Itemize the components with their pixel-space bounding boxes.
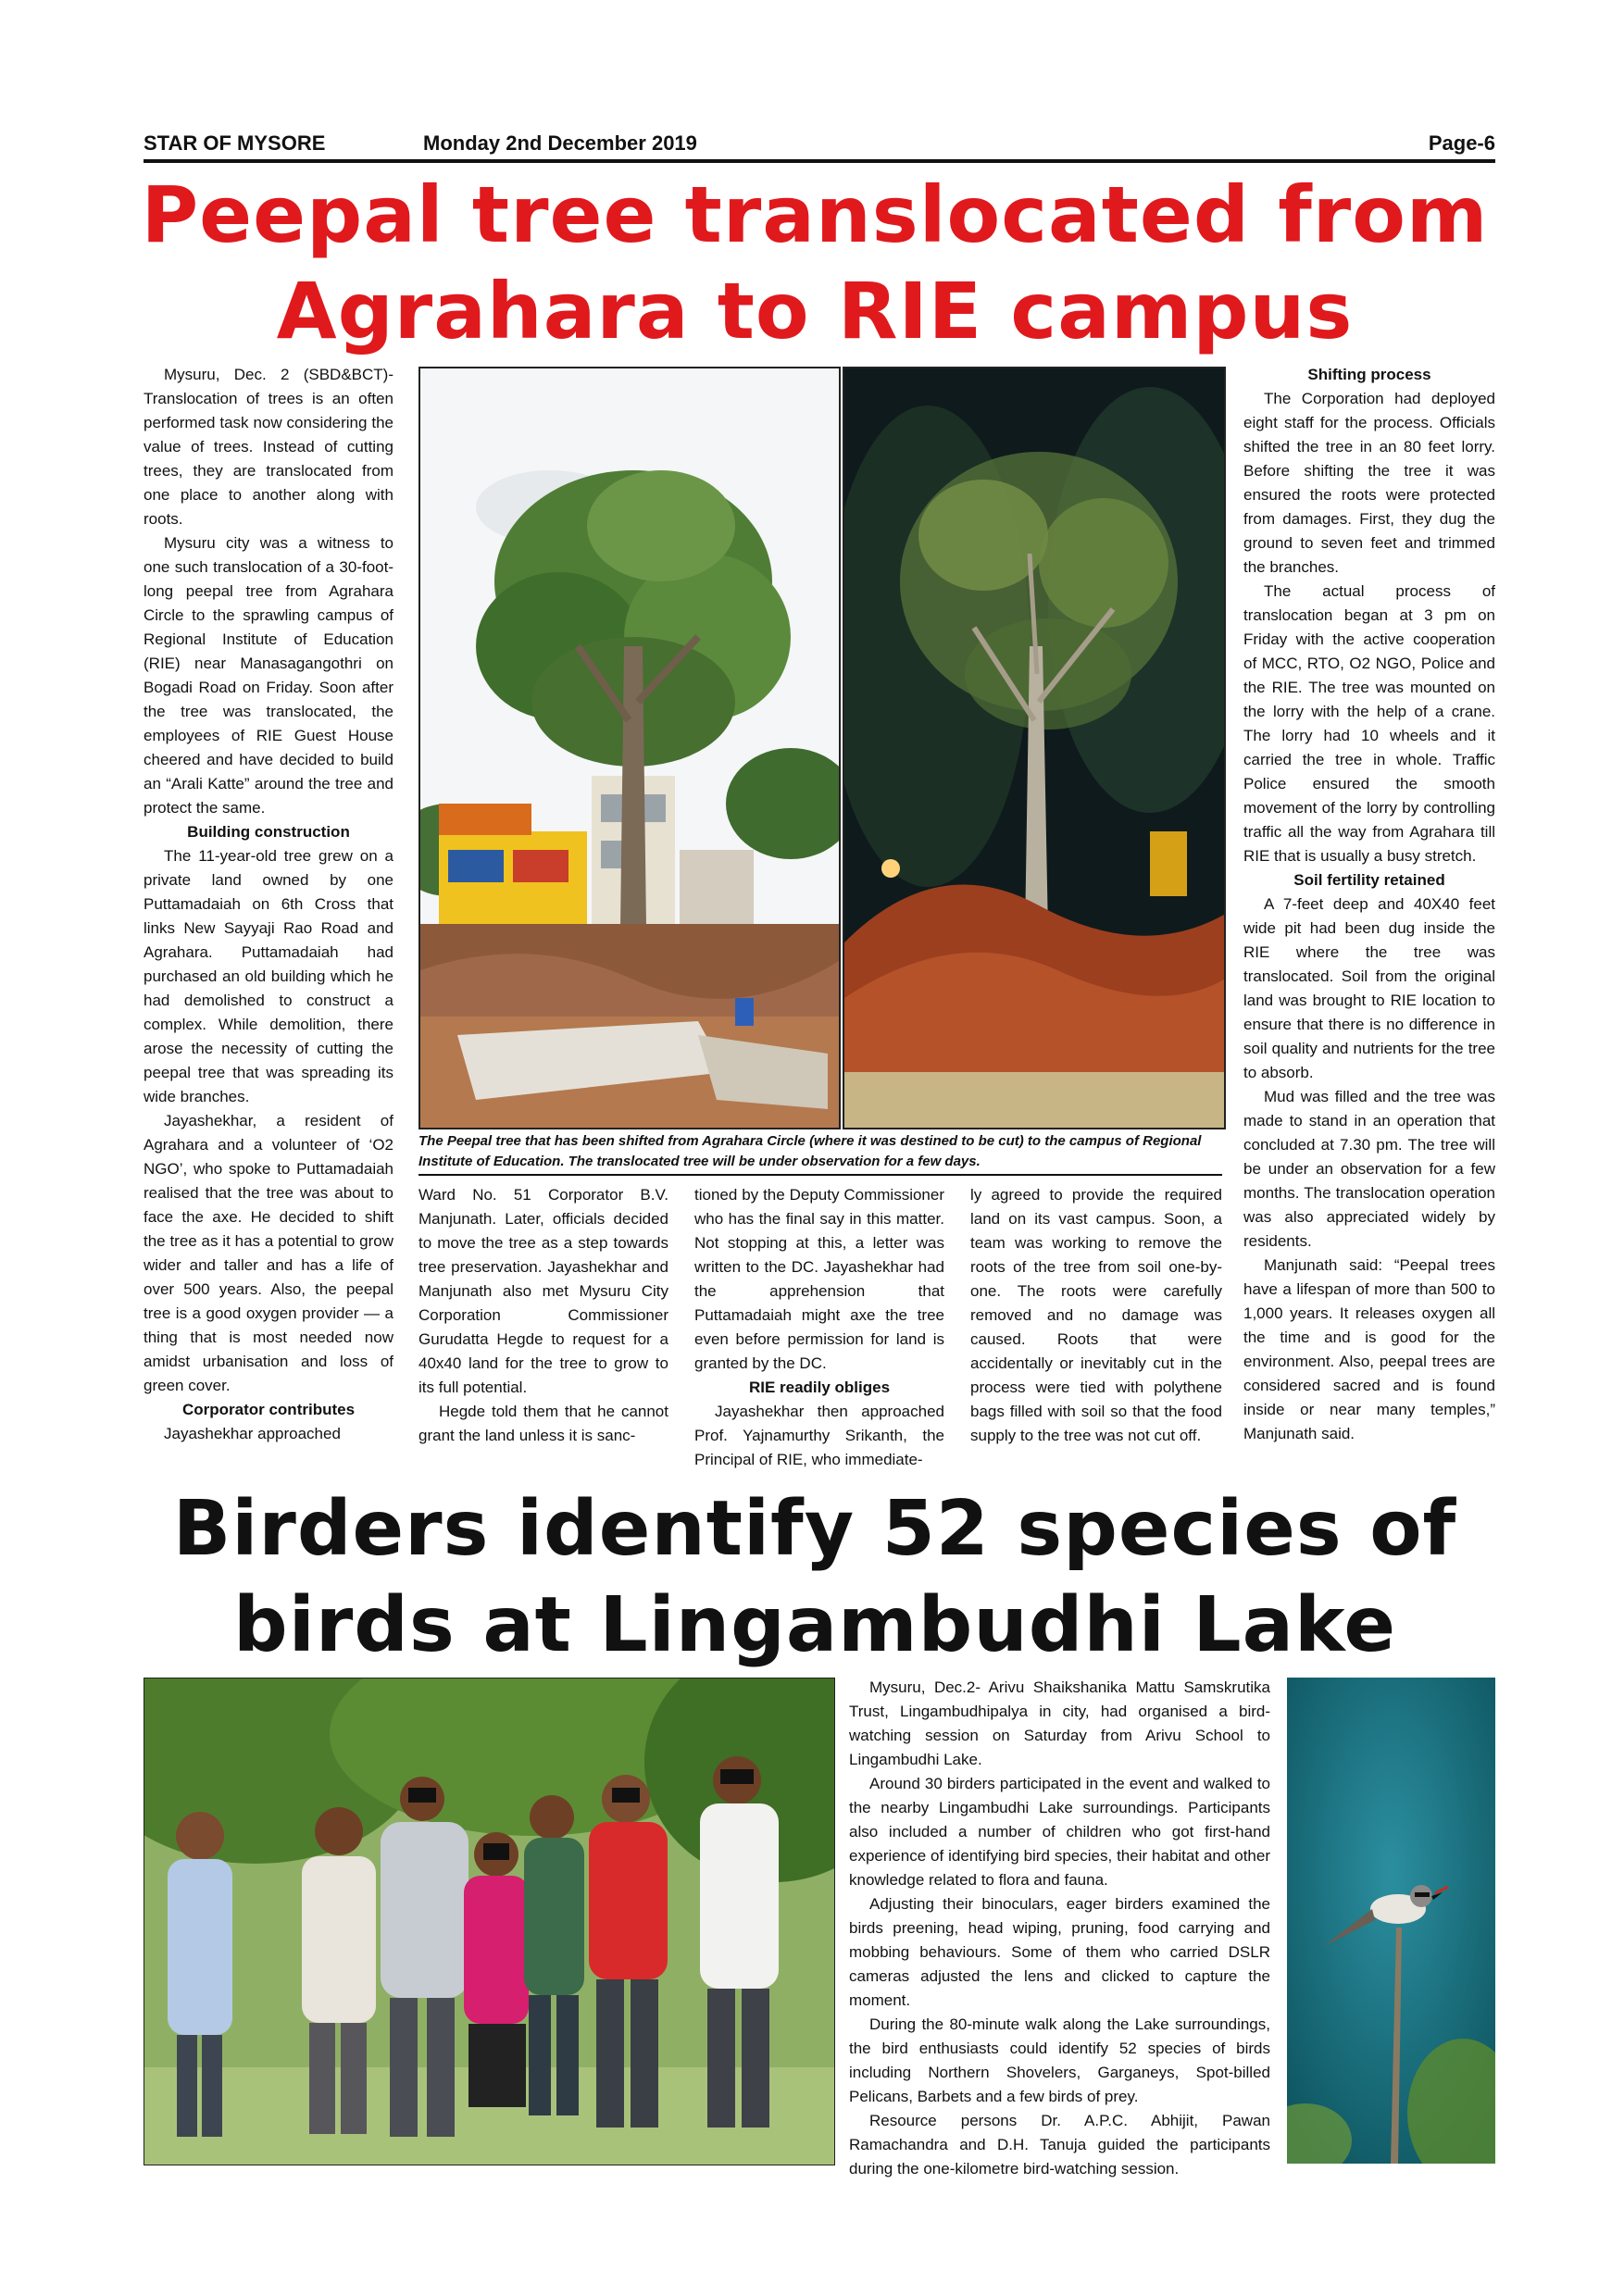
subheading: Shifting process bbox=[1307, 366, 1431, 383]
birders-group-photo bbox=[144, 1678, 835, 2165]
paragraph: Mysuru, Dec. 2 (SBD&BCT)- Translocation of trees is an often performed task now considering the value of trees. Instead of cutting trees, they are translocated from one place to another along with roots. bbox=[144, 366, 394, 528]
issue-date: Monday 2nd December 2019 bbox=[423, 131, 697, 155]
paragraph: Jayashekhar, a resident of Agrahara and a volunteer of ‘O2 NGO’, who spoke to Puttamadaiah realised that the tree was about to face the axe. He decided to shift the tree as it has a potential to grow wider and taller and has a life of over 500 years. Also, the peepal tree is a good oxygen provider — a thing that is most needed now amidst urbanisation and loss of green cover. bbox=[144, 1112, 394, 1394]
paragraph: Adjusting their binoculars, eager birders examined the birds preening, head wiping, pruning, food carrying and mobbing behaviours. Some of them who carried DSLR cameras adjusted the lens and clicked to capture the moment. bbox=[849, 1895, 1270, 2009]
tree-photo-agrahara-image bbox=[420, 368, 839, 1128]
story2-headline bbox=[120, 1481, 1509, 1674]
newspaper-name: STAR OF MYSORE bbox=[144, 131, 326, 155]
paragraph: Around 30 birders participated in the event and walked to the nearby Lingambudhi Lake surroundings. Participants also included a number of children who got first-hand experience of identifying bird species, their habitat and other knowledge related to flora and fauna. bbox=[849, 1775, 1270, 1889]
birders-group-photo-image bbox=[144, 1678, 834, 2165]
story1-headline-line1: Peepal tree translocated from bbox=[141, 169, 1489, 260]
paragraph: Manjunath said: “Peepal trees have a lifespan of more than 500 to 1,000 years. It releases oxygen all the time and is good for the environment. Also, peepal trees are considered sacred and is found inside or near many temples,” Manjunath said. bbox=[1243, 1256, 1495, 1442]
story1-column-1 bbox=[144, 363, 394, 1446]
paragraph: Jayashekhar then approached Prof. Yajnamurthy Srikanth, the Principal of RIE, who immediate- bbox=[694, 1403, 944, 1468]
paragraph: The 11-year-old tree grew on a private land owned by one Puttamadaiah on 6th Cross that links New Sayyaji Rao Road and Agrahara. Puttamadaiah had purchased an old building which he had demolished to construct a complex. While demolition, there arose the necessity of cutting the peepal tree that was spreading its wide branches. bbox=[144, 847, 394, 1105]
subheading: RIE readily obliges bbox=[748, 1379, 891, 1396]
bird-photo bbox=[1287, 1678, 1495, 2164]
story1-headline bbox=[120, 167, 1509, 359]
story2-body bbox=[849, 1676, 1270, 2181]
masthead-rule bbox=[144, 159, 1495, 163]
paragraph: The Corporation had deployed eight staff for the process. Officials shifted the tree in an 80 feet lorry. Before shifting the tree it was ensured the roots were protected from damages. First, they dug the ground to seven feet and trimmed the branches. bbox=[1243, 390, 1495, 576]
subheading: Corporator contributes bbox=[181, 1401, 356, 1418]
story1-headline-line2: Agrahara to RIE campus bbox=[276, 266, 1354, 356]
story1-column-2 bbox=[418, 1183, 668, 1448]
paragraph: Hegde told them that he cannot grant the land unless it is sanc- bbox=[418, 1403, 668, 1444]
paragraph: A 7-feet deep and 40X40 feet wide pit had been dug inside the RIE where the tree was translocated. Soil from the original land was brought to RIE location to ensure that there is no difference in soil quality and nutrients for the tree to absorb. bbox=[1243, 895, 1495, 1081]
story1-photo-caption: The Peepal tree that has been shifted from Agrahara Circle (where it was destined to be cut) to the campus of Regional Institute of Education. The translocated tree will be under observation for a few days. bbox=[418, 1131, 1222, 1176]
page-number: Page-6 bbox=[1428, 131, 1495, 155]
paragraph: The actual process of translocation began at 3 pm on Friday with the active cooperation of MCC, RTO, O2 NGO, Police and the RIE. The tree was mounted on the lorry with the help of a crane. The lorry had 10 wheels and it carried the tree in whole. Traffic Police ensured the smooth movement of the lorry by controlling traffic all the way from Agrahara till RIE that is usually a busy stretch. bbox=[1243, 582, 1495, 865]
story1-column-4 bbox=[970, 1183, 1222, 1448]
bird-photo-image bbox=[1287, 1678, 1495, 2164]
story2-headline-line2: birds at Lingambudhi Lake bbox=[233, 1581, 1396, 1669]
story1-column-3 bbox=[694, 1183, 944, 1472]
paragraph: Ward No. 51 Corporator B.V. Manjunath. Later, officials decided to move the tree as a step towards tree preservation. Jayashekhar and Manjunath also met Mysuru City Corporation Commissioner Gurudatta Hegde to request for a 40x40 land for the tree to grow to its full potential. bbox=[418, 1186, 668, 1396]
paragraph: tioned by the Deputy Commissioner who has the final say in this matter. Not stopping at this, a letter was written to the DC. Jayashekhar had the apprehension that Puttamadaiah might axe the tree even before permission for land is granted by the DC. bbox=[694, 1186, 944, 1372]
paragraph: Mysuru, Dec.2- Arivu Shaikshanika Mattu Samskrutika Trust, Lingambudhipalya in city, had organised a bird-watching session on Saturday from Arivu School to Lingambudhi Lake. bbox=[849, 1678, 1270, 1768]
masthead bbox=[144, 131, 1495, 159]
tree-photo-rie-image bbox=[844, 368, 1224, 1128]
story1-column-5 bbox=[1243, 363, 1495, 1446]
tree-photo-agrahara bbox=[418, 367, 841, 1129]
paragraph: During the 80-minute walk along the Lake surroundings, the bird enthusiasts could identify 52 species of birds including Northern Shovelers, Garganeys, Spot-billed Pelicans, Barbets and a few birds of prey. bbox=[849, 2015, 1270, 2105]
paragraph: Jayashekhar approached bbox=[164, 1425, 341, 1442]
paragraph: ly agreed to provide the required land on its vast campus. Soon, a team was working to remove the roots of the tree from soil one-by-one. The roots were carefully removed and no damage was caused. Roots that were accidentally or inevitably cut in the process were tied with polythene bags filled with soil so that the food supply to the tree was not cut off. bbox=[970, 1186, 1222, 1444]
paragraph: Mud was filled and the tree was made to stand in an operation that concluded at 7.30 pm. The tree will be under an observation for a few months. The translocation operation was also appreciated widely by residents. bbox=[1243, 1088, 1495, 1250]
paragraph: Resource persons Dr. A.P.C. Abhijit, Pawan Ramachandra and D.H. Tanuja guided the participants during the one-kilometre bird-watching session. bbox=[849, 2112, 1270, 2177]
tree-photo-rie bbox=[843, 367, 1226, 1129]
story2-headline-line1: Birders identify 52 species of bbox=[172, 1485, 1457, 1573]
subheading: Soil fertility retained bbox=[1293, 871, 1445, 889]
subheading: Building construction bbox=[187, 823, 350, 841]
paragraph: Mysuru city was a witness to one such translocation of a 30-foot-long peepal tree from Agrahara Circle to the sprawling campus of Regional Institute of Education (RIE) near Manasagangothri on Bogadi Road on Friday. Soon after the tree was translocated, the employees of RIE Guest House cheered and have decided to build an “Arali Katte” around the tree and protect the same. bbox=[144, 534, 394, 817]
